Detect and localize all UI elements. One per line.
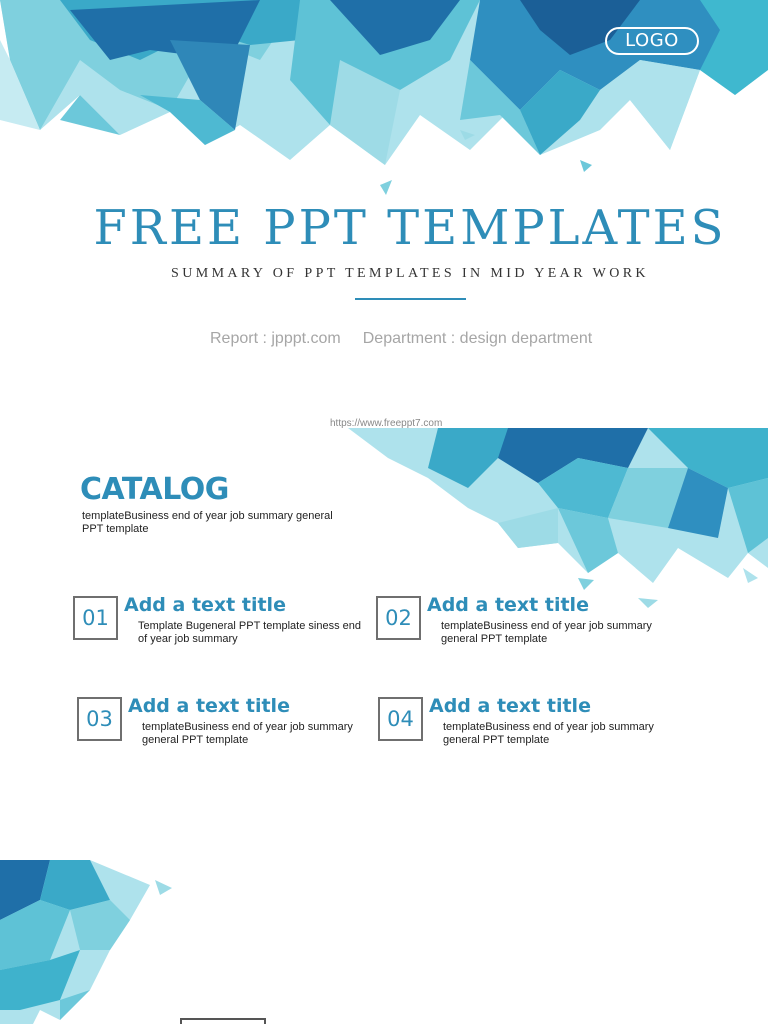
item-description: templateBusiness end of year job summary general PPT template [443,721,654,746]
item-description: templateBusiness end of year job summary general PPT template [142,721,353,746]
partial-box [180,1018,266,1024]
report-meta [210,330,592,348]
subtitle: SUMMARY OF PPT TEMPLATES IN MID YEAR WORK [171,266,649,281]
item-title: Add a text title [128,695,290,717]
item-title: Add a text title [124,594,286,616]
department-label: Department : design department [362,330,593,347]
item-number: 01 [73,596,118,640]
cover-slide [0,0,768,384]
item-title: Add a text title [429,695,591,717]
item-title: Add a text title [427,594,589,616]
logo-badge: LOGO [605,27,699,55]
source-url: https://www.freeppt7.com [330,418,443,429]
item-description: templateBusiness end of year job summary general PPT template [441,620,652,645]
title-divider [355,298,466,300]
item-description: Template Bugeneral PPT template siness end of year job summary [138,620,361,645]
item-number: 02 [376,596,421,640]
item-number: 03 [77,697,122,741]
catalog-title: CATALOG [80,472,229,507]
report-label: Report : jpppt.com [210,330,341,347]
polygon-left-graphic [0,860,180,1024]
item-number: 04 [378,697,423,741]
partial-slide [0,816,768,1024]
main-title: FREE PPT TEMPLATES [93,200,727,256]
catalog-slide [0,384,768,816]
catalog-description: templateBusiness end of year job summary general PPT template [82,510,333,535]
